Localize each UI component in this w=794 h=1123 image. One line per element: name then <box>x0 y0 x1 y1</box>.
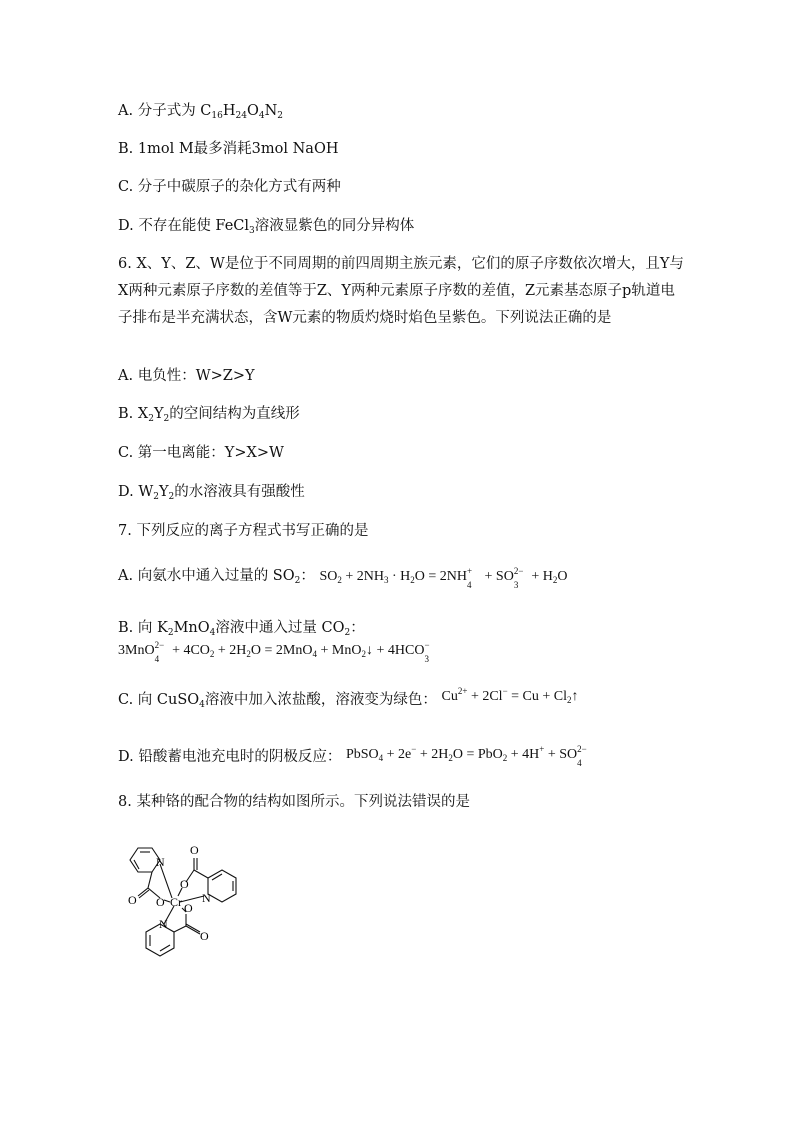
q5-option-a: A. 分子式为 $C_{16}H_{24}O_4N_2$ <box>118 103 284 121</box>
atom-o-5: O <box>184 901 193 915</box>
q6-option-d: D. $W_2Y_2$的水溶液具有强酸性 <box>118 484 305 502</box>
q6-option-a: A. 电负性：W>Z>Y <box>118 368 255 384</box>
q6-option-c: C. 第一电离能：Y>X>W <box>118 445 284 461</box>
q5-option-c: C. 分子中碳原子的杂化方式有两种 <box>118 179 341 195</box>
atom-n-3: N <box>159 917 168 931</box>
q6-stem: 6. X、Y、Z、W是位于不同周期的前四周期主族元素，它们的原子序数依次增大，且Y与X两种元素原子序数的差值等于Z、Y两种元素原子序数的差值，Z元素基态原子p轨道电子排布是半充满状态，含W元素的物质灼烧时焰色呈紫色。下列说法正确的是 <box>118 256 684 326</box>
q7-option-a: A. 向氨水中通入过量的 $SO_2$： $SO_2 + 2NH_3 \cdot H_2O = 2NH$ + 4 + SO 2− 3 + $H_2O$ <box>118 566 568 590</box>
q7-stem: 7. 下列反应的离子方程式书写正确的是 <box>118 523 369 539</box>
q7-c-equation: $Cu^{2+} + 2Cl^- = Cu$ + $Cl_2↑$ <box>441 686 579 705</box>
atom-o-3: O <box>190 843 199 857</box>
q7-d-equation: PbSO$_4$ + $2e^- + 2H_2O = PbO_2 + 4H^+$ + SO 2− 4 <box>345 744 587 768</box>
atom-cr: Cr <box>170 895 182 909</box>
atom-n-1: N <box>156 855 165 869</box>
q5-option-b: B. 1mol M最多消耗3mol NaOH <box>118 141 339 157</box>
q7-b-equation: 3MnO 2− 4 + $4CO_2 + 2H_2O = 2MnO_4$ + MnO$_2$↓ + 4HCO − 3 <box>118 640 430 664</box>
q7-a-equation: $SO_2 + 2NH_3 \cdot H_2O = 2NH$ + 4 + SO 2− 3 + $H_2O$ <box>319 566 568 590</box>
chromium-complex-structure <box>116 840 256 970</box>
q7-option-c: C. 向 CuSO$_4$溶液中加入浓盐酸，溶液变为绿色： $Cu^{2+} + 2Cl^- = Cu$ + $Cl_2↑$ <box>118 686 579 710</box>
q8-stem: 8. 某种铬的配合物的结构如图所示。下列说法错误的是 <box>118 794 470 810</box>
q7-option-d: D. 铅酸蓄电池充电时的阴极反应： PbSO$_4$ + $2e^- + 2H_2O = PbO_2 + 4H^+$ + SO 2− 4 <box>118 747 591 768</box>
q6-option-b: B. $X_2Y_2$的空间结构为直线形 <box>118 406 300 424</box>
atom-o-1: O <box>128 893 137 907</box>
q7-option-b: B. 向 $K_2MnO_4$溶液中通入过量 $CO_2$： <box>118 620 365 638</box>
atom-o-2: O <box>156 895 165 909</box>
atom-n-2: N <box>202 891 211 905</box>
q5-option-d: D. 不存在能使 FeCl$_3$溶液显紫色的同分异构体 <box>118 218 415 236</box>
atom-o-4: O <box>180 877 189 891</box>
atom-o-6: O <box>200 929 209 943</box>
